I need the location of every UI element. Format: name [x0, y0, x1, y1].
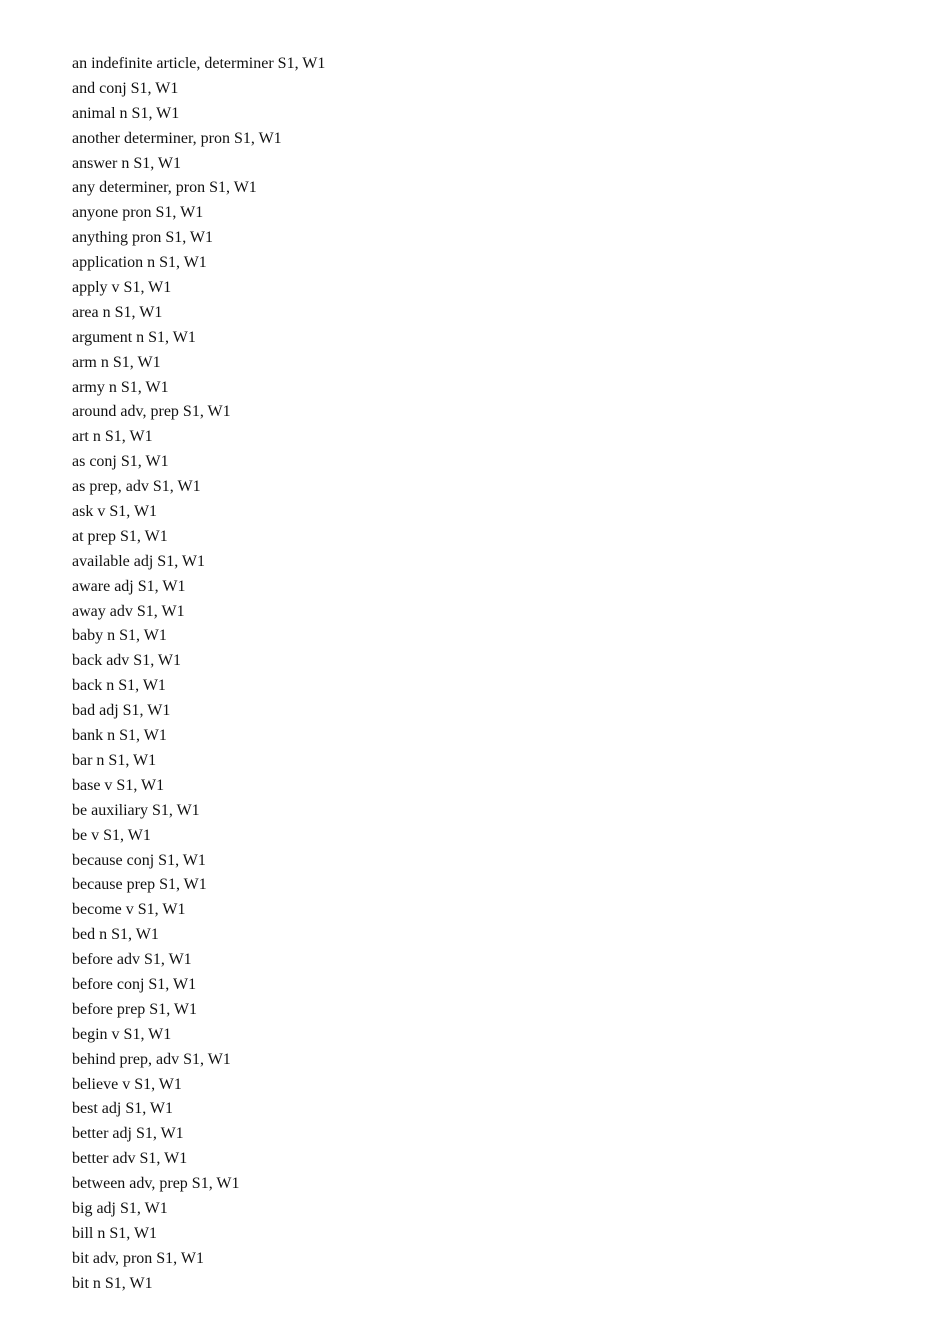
word-entry: around adv, prep S1, W1 [72, 403, 231, 421]
word-entry: army n S1, W1 [72, 378, 169, 396]
word-entry: bar n S1, W1 [72, 751, 157, 769]
word-entry: bank n S1, W1 [72, 727, 167, 745]
word-entry: any determiner, pron S1, W1 [72, 179, 257, 197]
word-entry: as conj S1, W1 [72, 453, 169, 471]
word-entry: another determiner, pron S1, W1 [72, 129, 282, 147]
word-entry: begin v S1, W1 [72, 1025, 172, 1043]
word-entry: an indefinite article, determiner S1, W1 [72, 55, 326, 72]
word-entry: available adj S1, W1 [72, 552, 205, 570]
word-entry: bill n S1, W1 [72, 1224, 158, 1242]
word-entry: better adj S1, W1 [72, 1125, 184, 1143]
word-entry: and conj S1, W1 [72, 79, 179, 97]
word-entry: better adv S1, W1 [72, 1150, 188, 1168]
word-entry: between adv, prep S1, W1 [72, 1175, 240, 1193]
word-entry: before prep S1, W1 [72, 1000, 197, 1018]
word-entry: art n S1, W1 [72, 428, 153, 446]
word-entry: argument n S1, W1 [72, 328, 196, 346]
word-entry: back n S1, W1 [72, 677, 166, 695]
word-entry: back adv S1, W1 [72, 652, 182, 670]
word-entry: area n S1, W1 [72, 303, 163, 321]
word-entry: become v S1, W1 [72, 901, 186, 919]
word-entry: answer n S1, W1 [72, 154, 182, 172]
word-entry: ask v S1, W1 [72, 503, 158, 521]
word-entry: away adv S1, W1 [72, 602, 185, 620]
word-entry: as prep, adv S1, W1 [72, 478, 201, 496]
word-entry: best adj S1, W1 [72, 1100, 174, 1118]
word-entry: big adj S1, W1 [72, 1199, 168, 1217]
word-entry: base v S1, W1 [72, 776, 165, 794]
word-entry: aware adj S1, W1 [72, 577, 186, 595]
word-entry: baby n S1, W1 [72, 627, 167, 645]
word-entry: bad adj S1, W1 [72, 702, 171, 720]
word-entry: animal n S1, W1 [72, 104, 180, 122]
word-entry: application n S1, W1 [72, 254, 207, 272]
word-entry: arm n S1, W1 [72, 353, 161, 371]
word-entry: behind prep, adv S1, W1 [72, 1050, 231, 1068]
word-entry: apply v S1, W1 [72, 279, 172, 297]
word-entry: bed n S1, W1 [72, 926, 159, 944]
word-entry: believe v S1, W1 [72, 1075, 182, 1093]
word-entry: because prep S1, W1 [72, 876, 207, 894]
word-entry: anything pron S1, W1 [72, 229, 214, 247]
word-entry: before conj S1, W1 [72, 975, 197, 993]
word-entry: at prep S1, W1 [72, 527, 168, 545]
word-entry: be v S1, W1 [72, 826, 151, 844]
word-entry: anyone pron S1, W1 [72, 204, 204, 222]
word-entry: before adv S1, W1 [72, 951, 192, 969]
word-list [72, 52, 325, 1297]
word-entry: because conj S1, W1 [72, 851, 206, 869]
word-entry: bit adv, pron S1, W1 [72, 1249, 204, 1267]
word-entry: bit n S1, W1 [72, 1274, 153, 1292]
word-entry: be auxiliary S1, W1 [72, 801, 200, 819]
